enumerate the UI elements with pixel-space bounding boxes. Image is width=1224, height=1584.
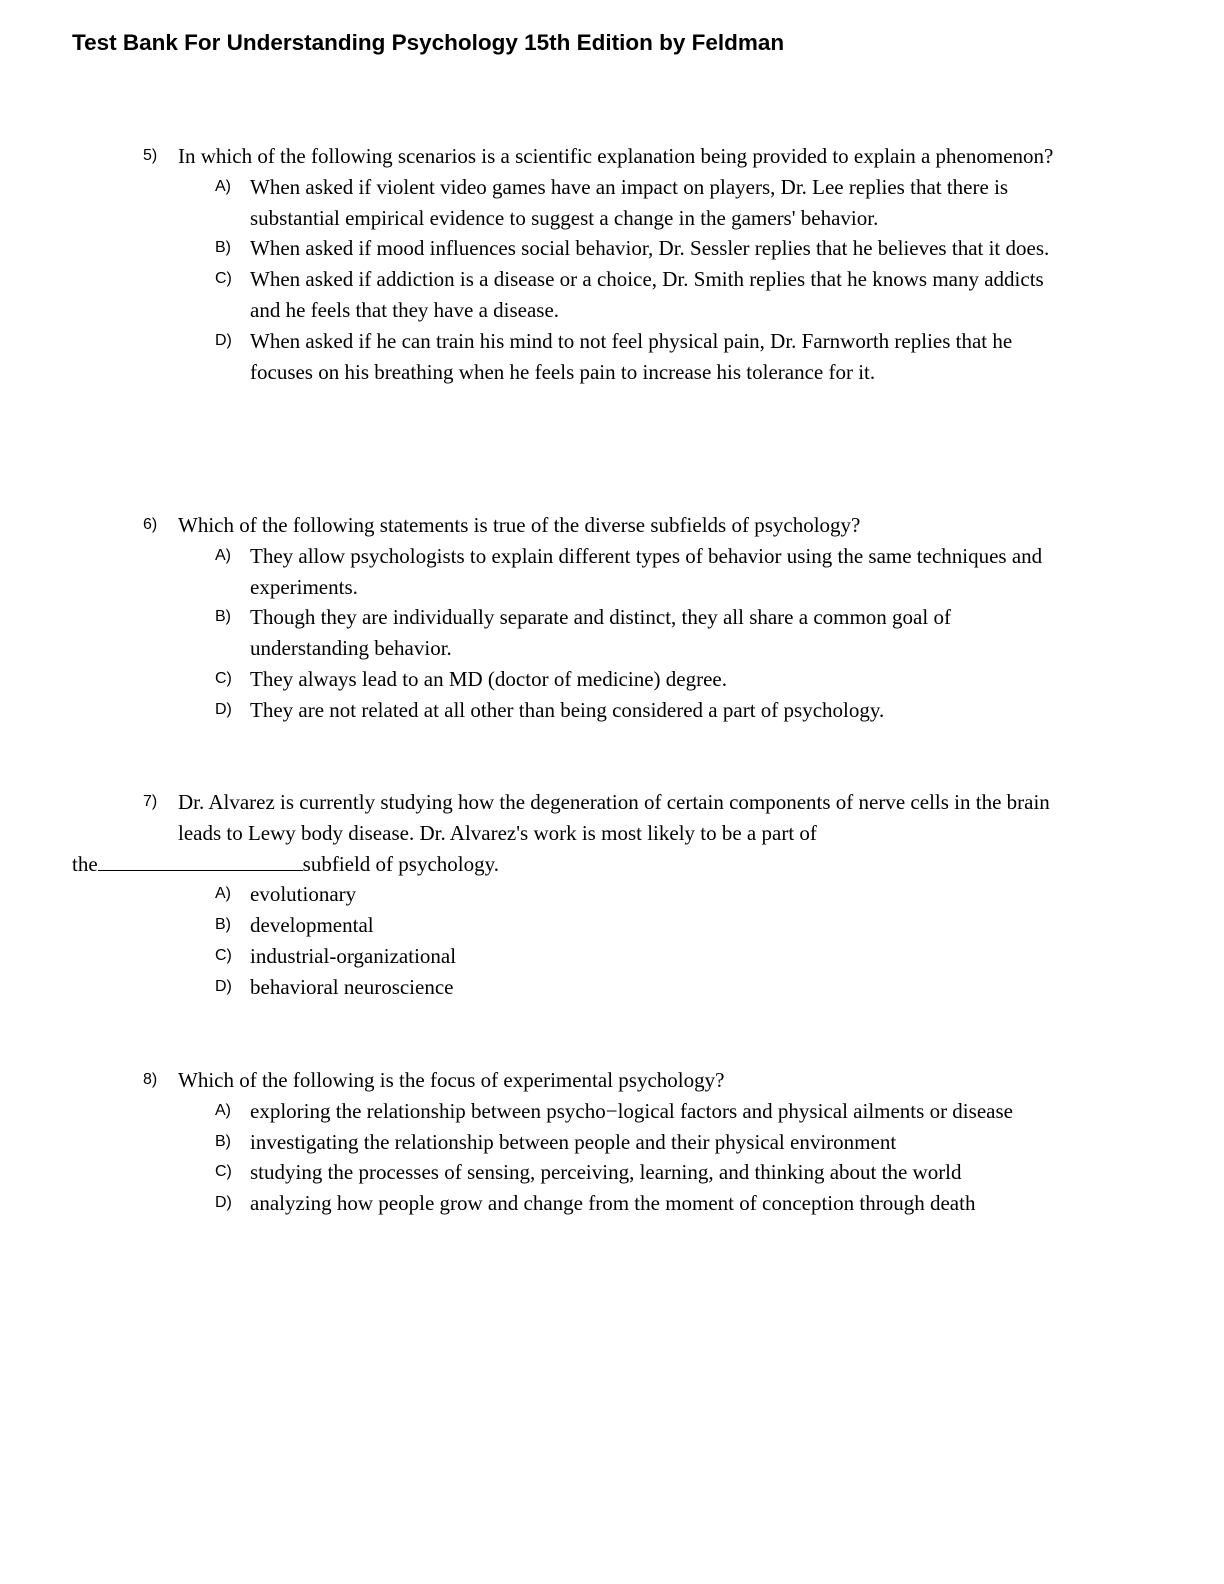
option-text: They always lead to an MD (doctor of medicine) degree.	[250, 666, 727, 691]
option-d	[215, 326, 1060, 388]
option-letter: D)	[215, 1194, 232, 1212]
question-stem: In which of the following scenarios is a scientific explanation being provided to explain a phenomenon?	[178, 144, 1054, 168]
question-5	[0, 141, 1224, 387]
question-8	[0, 1065, 1224, 1219]
option-letter: B)	[215, 608, 231, 626]
option-d	[215, 1188, 1060, 1219]
option-text: Though they are individually separate and distinct, they all share a common goal of understanding behavior.	[250, 605, 951, 661]
question-stem: Which of the following statements is true of the diverse subfields of psychology?	[178, 513, 861, 537]
option-letter: C)	[215, 669, 232, 687]
question-6	[0, 510, 1224, 726]
option-text: behavioral neuroscience	[250, 974, 454, 999]
question-stem: Which of the following is the focus of experimental psychology?	[178, 1068, 725, 1092]
question-number: 6)	[143, 516, 158, 533]
option-letter: A)	[215, 177, 231, 195]
option-c	[215, 941, 1060, 972]
option-c	[215, 664, 1060, 695]
option-text: They allow psychologists to explain different types of behavior using the same techniques and experiments.	[250, 543, 1043, 599]
option-a	[215, 879, 1060, 910]
option-a	[215, 172, 1060, 234]
question-7	[0, 787, 1224, 1003]
option-c	[215, 1157, 1070, 1188]
stem-post: subfield of psychology.	[302, 851, 500, 876]
option-text: exploring the relationship between psycho−logical factors and physical ailments or disease	[250, 1098, 1013, 1123]
option-text: When asked if mood influences social behavior, Dr. Sessler replies that he believes that it does.	[250, 236, 1050, 261]
option-b	[215, 1127, 1060, 1158]
option-letter: C)	[215, 946, 232, 964]
document-title: Test Bank For Understanding Psychology 15th Edition by Feldman	[72, 30, 785, 55]
question-stem: Dr. Alvarez is currently studying how the degeneration of certain components of nerve cells in the brain leads to Lewy body disease. Dr. Alvarez's work is most likely to be a part of	[178, 790, 1050, 845]
option-text: When asked if addiction is a disease or a choice, Dr. Smith replies that he knows many addicts and he feels that they have a disease.	[250, 267, 1044, 322]
option-letter: D)	[215, 331, 232, 349]
option-letter: B)	[215, 239, 231, 257]
option-text: industrial-organizational	[250, 943, 457, 968]
option-letter: C)	[215, 270, 232, 288]
option-b	[215, 602, 1060, 664]
question-number: 8)	[143, 1071, 158, 1088]
option-letter: A)	[215, 546, 231, 564]
option-text: investigating the relationship between people and their physical environment	[250, 1129, 897, 1154]
option-text: evolutionary	[250, 882, 357, 907]
option-b	[215, 910, 1060, 941]
question-number: 7)	[143, 793, 158, 810]
option-text: studying the processes of sensing, perceiving, learning, and thinking about the world	[250, 1160, 962, 1185]
option-letter: A)	[215, 885, 231, 903]
option-b	[215, 233, 1060, 264]
option-text: When asked if violent video games have an impact on players, Dr. Lee replies that there is substantial empirical evidence to suggest a change in the gamers' behavior.	[250, 174, 1009, 230]
option-d	[215, 972, 1060, 1003]
option-text: developmental	[250, 913, 374, 938]
option-c	[215, 264, 1060, 326]
option-text: When asked if he can train his mind to not feel physical pain, Dr. Farnworth replies that he focuses on his breathing when he feels pain to increase his tolerance for it.	[250, 328, 1013, 384]
option-d	[215, 695, 1060, 726]
option-letter: D)	[215, 700, 232, 718]
option-a	[215, 1096, 1060, 1127]
option-letter: D)	[215, 977, 232, 995]
question-number: 5)	[143, 147, 158, 164]
option-letter: C)	[215, 1163, 232, 1181]
option-letter: A)	[215, 1101, 231, 1119]
fill-in-blank-line	[72, 849, 1224, 880]
option-letter: B)	[215, 1132, 231, 1150]
option-text: They are not related at all other than being considered a part of psychology.	[250, 697, 885, 722]
option-letter: B)	[215, 916, 231, 934]
option-a	[215, 541, 1060, 603]
answer-blank	[98, 850, 303, 871]
stem-pre: the	[72, 851, 98, 876]
option-text: analyzing how people grow and change from the moment of conception through death	[250, 1191, 976, 1216]
